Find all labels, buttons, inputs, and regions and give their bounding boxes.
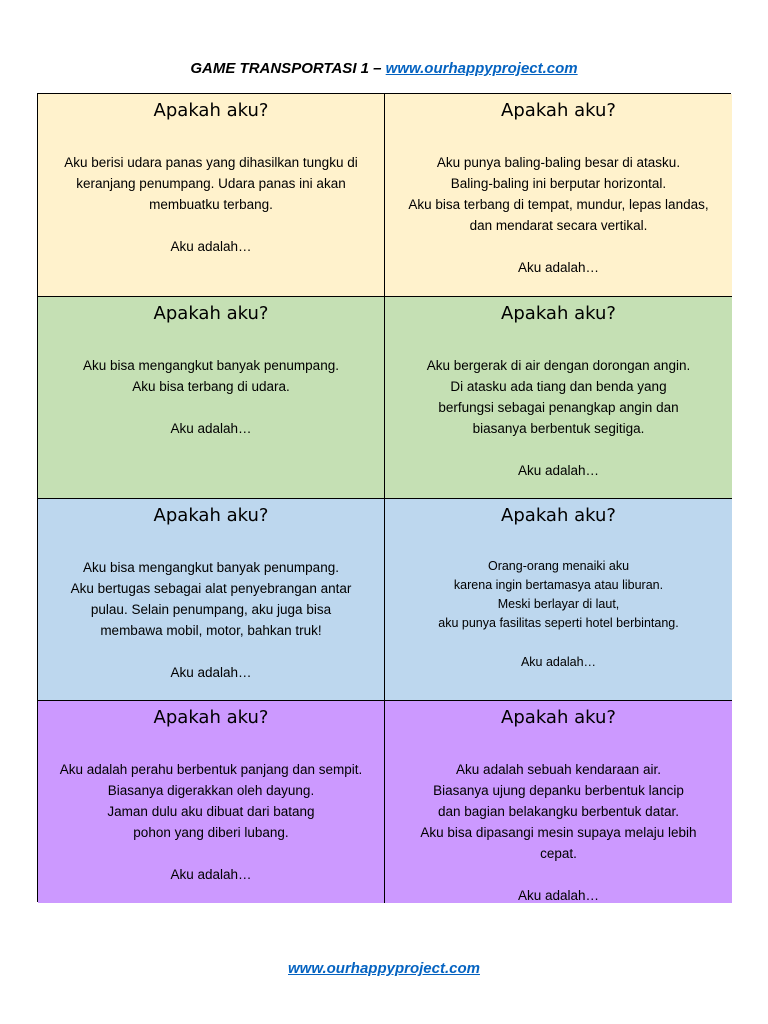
riddle-card-8 [385, 701, 732, 903]
card-line: aku punya fasilitas seperti hotel berbintang. [438, 616, 679, 630]
card-line: Jaman dulu aku dibuat dari batang [107, 804, 315, 819]
card-line: Aku berisi udara panas yang dihasilkan tungku di [64, 155, 358, 170]
card-line: karena ingin bertamasya atau liburan. [453, 578, 664, 592]
card-line: Aku bisa terbang di udara. [132, 379, 290, 394]
card-line: dan mendarat secara vertikal. [469, 218, 648, 233]
card-title: Apakah aku? [153, 707, 269, 728]
card-answer: Aku adalah… [170, 239, 252, 254]
card-line: cepat. [540, 846, 577, 861]
riddle-card-7 [38, 701, 385, 903]
card-answer: Aku adalah… [517, 260, 600, 275]
card-answer: Aku adalah… [517, 463, 600, 478]
card-line: Aku adalah perahu berbentuk panjang dan sempit. [59, 762, 363, 777]
card-line: Aku bisa dipasangi mesin supaya melaju lebih [420, 825, 697, 840]
card-line: Biasanya ujung depanku berbentuk lancip [433, 783, 684, 798]
header-link[interactable]: www.ourhappyproject.com [385, 60, 578, 77]
card-title: Apakah aku? [153, 303, 269, 324]
card-line: pulau. Selain penumpang, aku juga bisa [90, 602, 332, 617]
card-answer: Aku adalah… [170, 421, 252, 436]
card-line: Aku bisa mengangkut banyak penumpang. [83, 560, 339, 575]
card-line: pohon yang diberi lubang. [133, 825, 289, 840]
card-line: membuatku terbang. [149, 197, 273, 212]
card-line: Aku bertugas sebagai alat penyebrangan antar [70, 581, 352, 596]
card-title: Apakah aku? [153, 100, 269, 121]
card-line: Orang-orang menaiki aku [487, 559, 630, 573]
card-title: Apakah aku? [501, 100, 616, 121]
footer-link[interactable]: www.ourhappyproject.com [288, 960, 480, 977]
card-title: Apakah aku? [501, 505, 616, 526]
card-line: Aku bisa terbang di tempat, mundur, lepas landas, [408, 197, 709, 212]
riddle-card-1 [38, 94, 385, 297]
card-line: biasanya berbentuk segitiga. [472, 421, 645, 436]
riddle-card-4 [385, 297, 732, 499]
riddle-card-2 [385, 94, 732, 297]
card-line: keranjang penumpang. Udara panas ini akan [76, 176, 346, 191]
card-line: Meski berlayar di laut, [497, 597, 620, 611]
card-line: berfungsi sebagai penangkap angin dan [438, 400, 679, 415]
card-line: Di atasku ada tiang dan benda yang [450, 379, 667, 394]
card-title: Apakah aku? [153, 505, 269, 526]
riddle-card-6 [385, 499, 732, 701]
card-line: dan bagian belakangku berbentuk datar. [438, 804, 679, 819]
page-header [0, 60, 768, 77]
card-title: Apakah aku? [501, 303, 616, 324]
riddle-card-5 [38, 499, 385, 701]
card-line: Aku adalah sebuah kendaraan air. [456, 762, 661, 777]
card-answer: Aku adalah… [170, 867, 252, 882]
card-grid [37, 93, 731, 902]
card-line: Aku punya baling-baling besar di atasku. [436, 155, 681, 170]
card-answer: Aku adalah… [520, 655, 597, 669]
card-line: Baling-baling ini berputar horizontal. [450, 176, 667, 191]
card-line: Aku bergerak di air dengan dorongan angin. [426, 358, 691, 373]
card-title: Apakah aku? [501, 707, 616, 728]
card-line: Aku bisa mengangkut banyak penumpang. [83, 358, 339, 373]
page-footer [0, 960, 768, 977]
card-answer: Aku adalah… [517, 888, 600, 903]
riddle-card-3 [38, 297, 385, 499]
card-line: Biasanya digerakkan oleh dayung. [107, 783, 315, 798]
header-title: GAME TRANSPORTASI 1 – [190, 60, 386, 77]
card-answer: Aku adalah… [170, 665, 252, 680]
card-line: membawa mobil, motor, bahkan truk! [100, 623, 322, 638]
